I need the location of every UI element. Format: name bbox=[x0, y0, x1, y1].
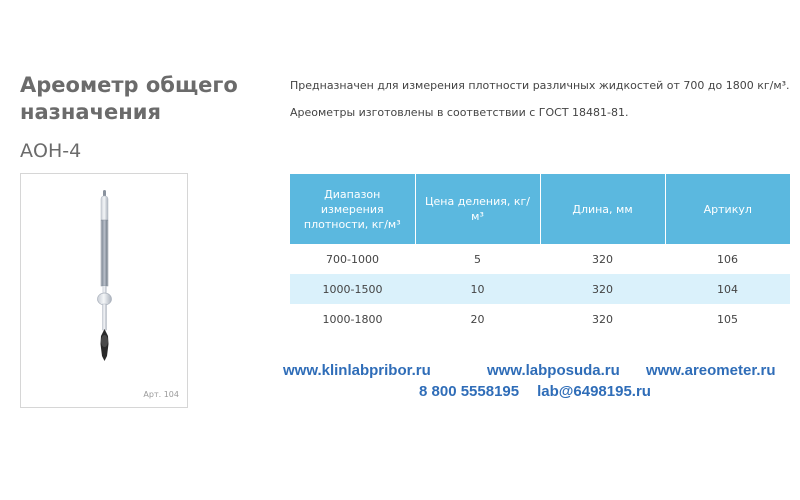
cell-division: 10 bbox=[415, 274, 540, 304]
cell-length: 320 bbox=[592, 312, 613, 326]
link-klinlabpribor[interactable]: www.klinlabpribor.ru bbox=[283, 362, 431, 379]
link-labposuda[interactable]: www.labposuda.ru bbox=[487, 362, 620, 379]
table-header-row bbox=[290, 174, 790, 244]
cell-article: 106 bbox=[717, 252, 738, 266]
link-areometer[interactable]: www.areometer.ru bbox=[646, 362, 776, 379]
contact-info bbox=[419, 383, 651, 400]
table-row bbox=[290, 304, 790, 334]
description-line-2: Ареометры изготовлены в соответствии с ГОСТ 18481-81. bbox=[290, 106, 629, 119]
cell-article: 105 bbox=[717, 312, 738, 326]
cell-range: 1000-1800 bbox=[322, 312, 383, 326]
specs-table bbox=[290, 174, 790, 334]
cell-length: 320 bbox=[592, 252, 613, 266]
product-model: АОН-4 bbox=[20, 140, 82, 162]
cell-length: 320 bbox=[540, 274, 665, 304]
description-line-1: Предназначен для измерения плотности различных жидкостей от 700 до 1800 кг/м³. bbox=[290, 79, 790, 92]
cell-range: 700-1000 bbox=[326, 252, 379, 266]
product-image bbox=[20, 173, 188, 408]
table-row bbox=[290, 274, 790, 304]
image-article-label: Арт. 104 bbox=[143, 390, 179, 399]
header-length: Длина, мм bbox=[540, 174, 665, 244]
cell-division: 5 bbox=[474, 252, 481, 266]
email-address[interactable]: lab@6498195.ru bbox=[537, 383, 651, 400]
header-article: Артикул bbox=[665, 174, 790, 244]
product-title: Ареометр общего назначения bbox=[20, 73, 238, 124]
cell-division: 20 bbox=[470, 312, 485, 326]
header-division: Цена деления, кг/м³ bbox=[415, 174, 540, 244]
cell-article: 104 bbox=[665, 274, 790, 304]
table-row bbox=[290, 244, 790, 274]
hydrometer-illustration bbox=[21, 174, 189, 409]
phone-number[interactable]: 8 800 5558195 bbox=[419, 383, 520, 400]
header-range: Диапазон измерения плотности, кг/м³ bbox=[290, 174, 415, 244]
cell-range: 1000-1500 bbox=[290, 274, 415, 304]
